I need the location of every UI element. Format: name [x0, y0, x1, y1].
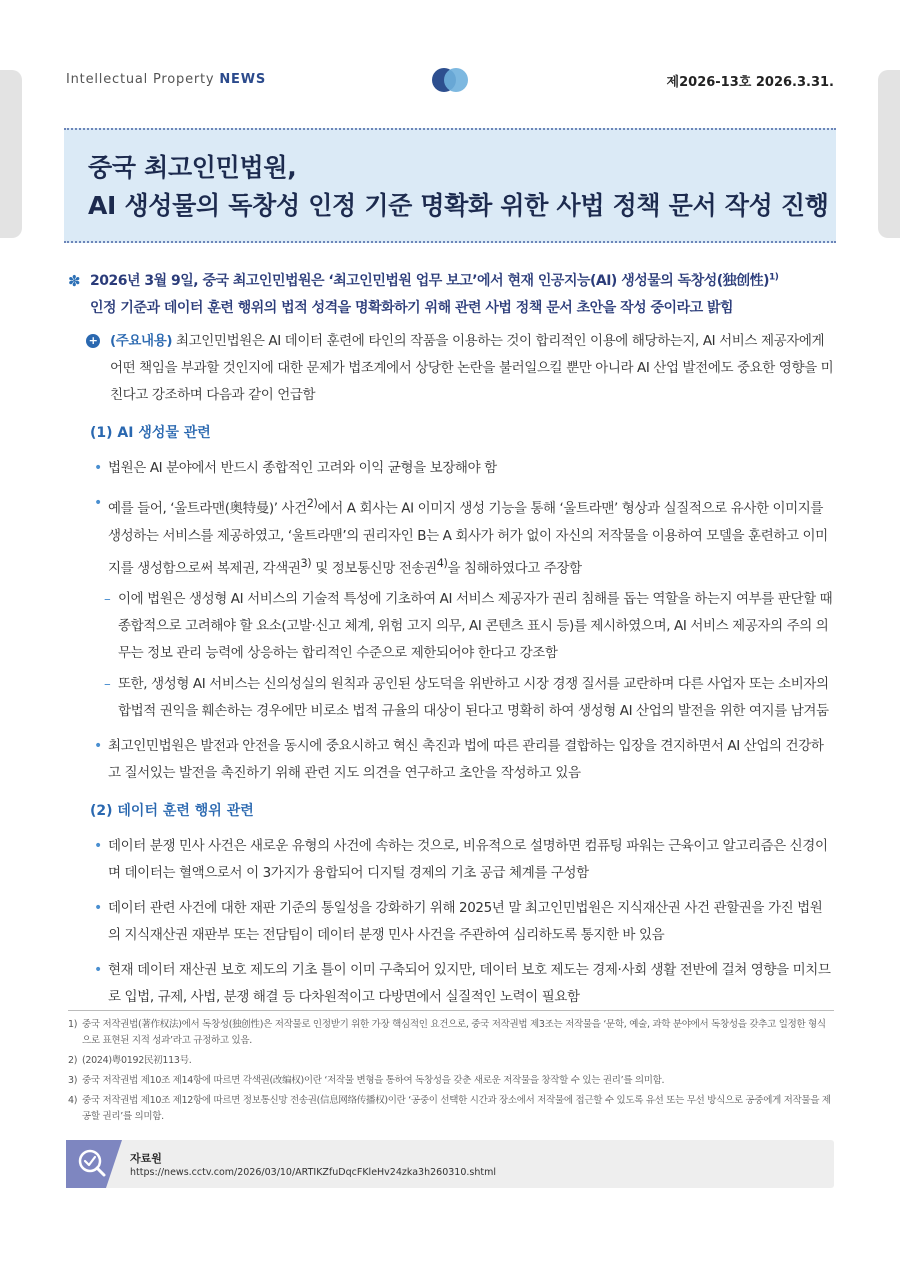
list-item: • 법원은 AI 분야에서 반드시 종합적인 고려와 이익 균형을 보장해야 함 — [68, 455, 834, 482]
sub-list-item: – 이에 법원은 생성형 AI 서비스의 기술적 특성에 기초하여 AI 서비스 제공자가 권리 침해를 돕는 역할을 하는지 여부를 판단할 때 종합적으로 고려해야 할 요소(고발·신고 체계, 위험 고지 의무, AI 콘텐츠 표시 등)를 제시하였으며, AI 서비스 제공자의 주의 의무는 정보 관리 능력에 상응하는 합리적인 수준으로 제한되어야 한다고 강조함 — [68, 586, 834, 667]
list-item: • 예를 들어, ‘울트라맨(奥特曼)’ 사건$^{2)}$에서 A 회사는 AI 이미지 생성 기능을 통해 ‘울트라맨’ 형상과 실질적으로 유사한 이미지를 생성하는 서비스를 제공하였고, ‘울트라맨’의 권리자인 B는 A 회사가 허가 없이 자신의 저작물을 이용하여 모델을 훈련하고 이미지를 생성함으로써 복제권, 각색권$^{3)}$ 및 정보통신망 전송권$^{4)}$을 침해하였다고 주장함 — [68, 490, 834, 582]
page-title — [88, 149, 829, 225]
page-header — [66, 66, 834, 96]
list-item: • 현재 데이터 재산권 보호 제도의 기초 틀이 이미 구축되어 있지만, 데이터 보호 제도는 경제·사회 생활 전반에 걸쳐 영향을 미치므로 입법, 규제, 사법, 분쟁 해결 등 다차원적이고 다방면에서 실질적인 노력이 필요함 — [68, 957, 834, 1011]
left-side-tab — [0, 70, 22, 238]
section-2-title: (2) 데이터 훈련 행위 관련 — [90, 803, 254, 819]
footnote: 4) 중국 저작권법 제10조 제12항에 따르면 정보통신망 전송권(信息网络传播权)이란 ‘공중이 선택한 시간과 장소에서 저작물에 접근할 수 있도록 유선 또는 무선 방식으로 공중에게 저작물을 제공할 권리’를 의미함. — [68, 1095, 831, 1122]
source-label: 자료원 — [130, 1152, 162, 1165]
issue-number: 제2026-13호 2026.3.31. — [666, 75, 834, 90]
title-line-1: 중국 최고인민법원, — [88, 153, 297, 182]
footnote: 2) (2024)粤0192民初113号. — [68, 1055, 192, 1066]
section-1-title: (1) AI 생성물 관련 — [90, 425, 211, 441]
right-side-tab — [878, 70, 900, 238]
list-item: • 최고인민법원은 발전과 안전을 동시에 중요시하고 혁신 촉진과 법에 따른 관리를 결합하는 입장을 견지하면서 AI 산업의 건강하고 질서있는 발전을 촉진하기 위해 관련 지도 의견을 연구하고 초안을 작성하고 있음 — [68, 733, 834, 787]
title-box — [64, 128, 836, 243]
dash-icon: – — [104, 676, 111, 692]
lead-paragraph: ✽ 2026년 3월 9일, 중국 최고인민법원은 ‘최고인민법원 업무 보고’에서 현재 인공지능(AI) 생성물의 독창성(独创性)$^{1)}$ 인정 기준과 데이터 훈련 행위의 법적 성격을 명확화하기 위해 관련 사법 정책 문서 초안을 작성 중이라고 밝힘 — [68, 268, 834, 322]
flower-icon: ✽ — [68, 272, 81, 290]
main-content — [68, 268, 834, 1011]
source-link[interactable]: https://news.cctv.com/2026/03/10/ARTIKZfuDqcFKleHv24zka3h260310.shtml — [130, 1167, 496, 1178]
footnote: 3) 중국 저작권법 제10조 제14항에 따르면 각색권(改编权)이란 ‘저작물 변형을 통하여 독창성을 갖춘 새로운 저작물을 창작할 수 있는 권리’를 의미함. — [68, 1075, 665, 1086]
title-line-2: AI 생성물의 독창성 인정 기준 명확화 위한 사법 정책 문서 작성 진행 — [88, 191, 829, 220]
list-item: • 데이터 분쟁 민사 사건은 새로운 유형의 사건에 속하는 것으로, 비유적으로 설명하면 컴퓨팅 파워는 근육이고 알고리즘은 신경이며 데이터는 혈액으로서 이 3가지가 융합되어 디지털 경제의 기초 공급 체계를 구성함 — [68, 833, 834, 887]
bullet-icon: • — [94, 460, 102, 476]
sub-list-item: – 또한, 생성형 AI 서비스는 신의성실의 원칙과 공인된 상도덕을 위반하고 시장 경쟁 질서를 교란하며 다른 사업자 또는 소비자의 합법적 권익을 훼손하는 경우에만 비로소 법적 규율의 대상이 된다고 명확히 하여 생성형 AI 산업의 발전을 위한 여지를 남겨둠 — [68, 671, 834, 725]
summary-text: 최고인민법원은 AI 데이터 훈련에 타인의 작품을 이용하는 것이 합리적인 이용에 해당하는지, AI 서비스 제공자에게 어떤 책임을 부과할 것인지에 대한 문제가 법조계에서 상당한 논란을 불러일으킬 뿐만 아니라 AI 산업 발전에도 중요한 영향을 미친다고 강조하며 다음과 같이 언급함 — [110, 333, 834, 403]
dash-icon: – — [104, 591, 111, 607]
source-box — [66, 1140, 834, 1188]
brand-name: Intellectual Property NEWS — [66, 72, 267, 87]
bullet-icon: • — [94, 838, 102, 854]
footnotes — [68, 1010, 834, 1129]
logo-icon — [432, 68, 468, 92]
summary-tag: (주요내용) — [110, 333, 173, 349]
bullet-icon: • — [94, 738, 102, 754]
bullet-icon: • — [94, 900, 102, 916]
footnote: 1) 중국 저작권법(著作权法)에서 독창성(独创性)은 저작물로 인정받기 위한 가장 핵심적인 요건으로, 중국 저작권법 제3조는 저작물을 ‘문학, 예술, 과학 분야에서 독창성을 갖추고 일정한 형식으로 표현된 지적 성과’라고 규정하고 있음. — [68, 1019, 826, 1046]
list-item: • 데이터 관련 사건에 대한 재판 기준의 통일성을 강화하기 위해 2025년 말 최고인민법원은 지식재산권 사건 관할권을 가진 법원의 지식재산권 재판부 또는 전담팀이 데이터 분쟁 민사 사건을 주관하여 심리하도록 통지한 바 있음 — [68, 895, 834, 949]
summary-paragraph — [68, 328, 834, 409]
bullet-icon: • — [94, 495, 102, 511]
bullet-icon: • — [94, 962, 102, 978]
magnifier-check-icon — [66, 1140, 122, 1188]
plus-circle-icon: + — [86, 334, 100, 348]
